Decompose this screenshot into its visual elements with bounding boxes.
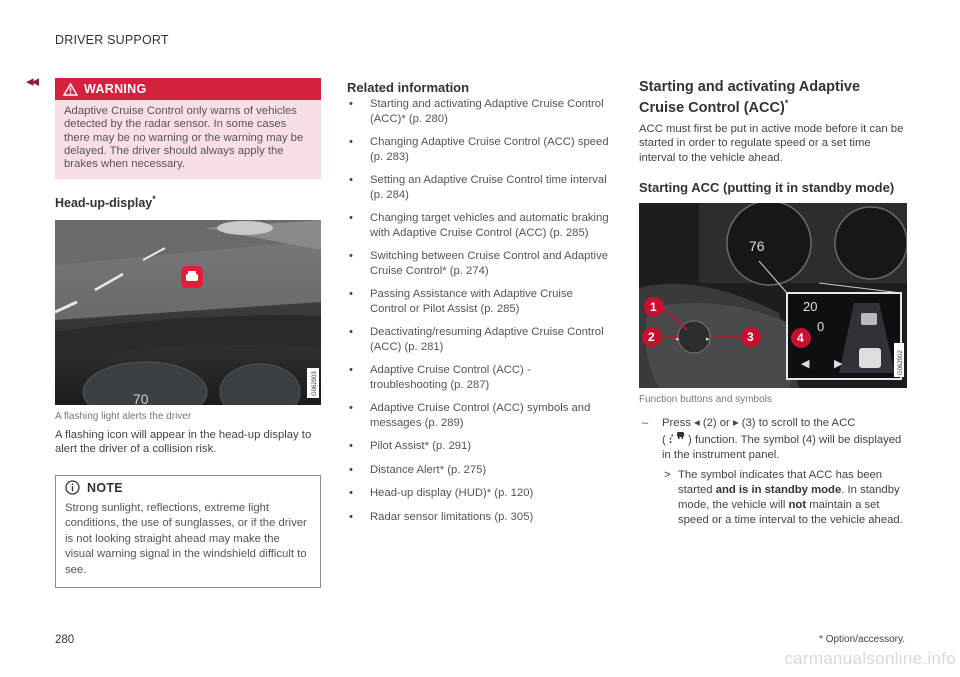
svg-text:0: 0 <box>817 319 825 335</box>
warning-box <box>55 78 321 179</box>
warning-header <box>55 78 321 100</box>
related-link[interactable]: • Head-up display (HUD)* (p. 120) <box>347 486 609 501</box>
section-header: DRIVER SUPPORT <box>55 33 169 47</box>
note-header <box>56 476 320 500</box>
note-box <box>55 475 321 589</box>
column-middle <box>347 78 609 533</box>
scroll-left-glyph: ◂ <box>675 336 679 344</box>
related-link[interactable]: • Changing Adaptive Cruise Control (ACC) speed (p. 283) <box>347 135 609 164</box>
note-text: Strong sunlight, reflections, extreme light conditions, the use of sunglasses, or if the driver is not looking straight ahead may make the visual warning signal in the windshield difficult to see. <box>65 501 307 576</box>
related-link[interactable]: • Changing target vehicles and automatic braking with Adaptive Cruise Control (ACC) (p. 285) <box>347 211 609 240</box>
note-title: NOTE <box>87 480 123 495</box>
related-link[interactable]: • Deactivating/resuming Adaptive Cruise Control (ACC) (p. 281) <box>347 325 609 354</box>
acc-intro: ACC must first be put in active mode before it can be started in order to regulate speed or a set time interval to the vehicle ahead. <box>639 122 904 164</box>
column-left <box>55 78 321 588</box>
hud-gauge-reading: 70 <box>133 390 149 405</box>
svg-text:20: 20 <box>803 299 818 315</box>
previous-page-icon[interactable]: ◂◂ <box>26 73 38 90</box>
display-right-arrow: ▶ <box>834 358 843 371</box>
acc-caption: Function buttons and symbols <box>639 394 772 406</box>
svg-text:1: 1 <box>650 300 657 315</box>
instruction-result: > The symbol indicates that ACC has been started and is in standby mode. In standby mode, the vehicle will not maintain a set speed or a time interval to the vehicle ahead. <box>664 469 903 527</box>
step-dash: – <box>642 417 649 430</box>
related-link[interactable]: • Distance Alert* (p. 275) <box>347 463 609 478</box>
option-footnote: * Option/accessory. <box>819 634 905 645</box>
hud-heading: Head-up-display* <box>55 194 156 211</box>
warning-triangle-icon <box>63 83 78 96</box>
hud-text: A flashing icon will appear in the head-up display to alert the driver of a collision risk. <box>55 428 312 456</box>
hud-photo <box>55 220 321 405</box>
warning-text: Adaptive Cruise Control only warns of vehicles detected by the radar sensor. In some cases there may be no warning or the warning may be delayed. The driver should always apply the brakes when necessary. <box>64 105 304 171</box>
hud-image-code: G062903 <box>312 370 318 396</box>
related-heading: Related information <box>347 80 470 95</box>
acc-image-code: G062902 <box>898 350 904 376</box>
page-number: 280 <box>55 634 75 646</box>
related-link[interactable]: • Switching between Cruise Control and Adaptive Cruise Control* (p. 274) <box>347 249 609 278</box>
scroll-right-glyph: ▸ <box>706 336 710 344</box>
speedo-reading: 76 <box>749 238 765 255</box>
related-link[interactable]: • Starting and activating Adaptive Cruise Control (ACC)* (p. 280) <box>347 97 609 126</box>
column-right <box>639 78 909 528</box>
related-link[interactable]: • Radar sensor limitations (p. 305) <box>347 510 609 525</box>
hud-caption: A flashing light alerts the driver <box>55 410 192 422</box>
instruction-step: – Press ◂ (2) or ▸ (3) to scroll to the ACC ( ) function. The symbol (4) will be displayed in the instrument panel. <box>642 417 902 462</box>
related-link[interactable]: • Pilot Assist* (p. 291) <box>347 439 609 454</box>
result-marker: > <box>664 469 671 482</box>
acc-symbol-icon <box>669 431 685 445</box>
warning-title: WARNING <box>84 82 147 96</box>
site-watermark: carmanualsonline.info <box>784 649 956 668</box>
acc-photo <box>639 203 907 388</box>
display-left-arrow: ◀ <box>801 358 810 371</box>
related-link[interactable]: • Adaptive Cruise Control (ACC) symbols and messages (p. 289) <box>347 401 609 430</box>
related-link[interactable]: • Passing Assistance with Adaptive Cruise Control or Pilot Assist (p. 285) <box>347 287 609 316</box>
acc-heading: Starting and activating Adaptive Cruise Control (ACC)* <box>639 79 861 116</box>
svg-text:4: 4 <box>797 331 804 346</box>
related-link[interactable]: • Setting an Adaptive Cruise Control time interval (p. 284) <box>347 173 609 202</box>
related-link[interactable]: • Adaptive Cruise Control (ACC) - troubleshooting (p. 287) <box>347 363 609 392</box>
acc-subheading: Starting ACC (putting it in standby mode) <box>639 180 895 196</box>
svg-text:2: 2 <box>648 330 655 345</box>
svg-text:3: 3 <box>747 330 754 345</box>
info-icon <box>65 480 80 495</box>
related-links <box>347 97 609 524</box>
